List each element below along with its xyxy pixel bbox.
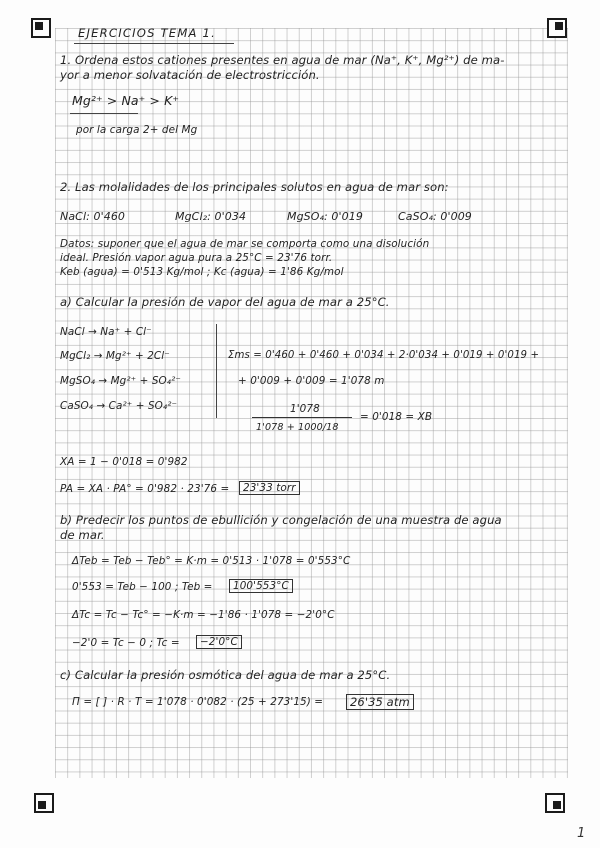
bottom-margin <box>0 778 600 848</box>
corner-mark-top-right <box>547 18 567 38</box>
tc-result-box: −2'0°C <box>196 635 242 649</box>
qc-label: c) Calcular la presión osmótica del agua de mar a 25°C. <box>60 668 391 682</box>
qa-label: a) Calcular la presión de vapor del agua de mar a 25°C. <box>60 295 390 309</box>
q2-data-line-1: Datos: suponer que el agua de mar se comporta como una disolución <box>60 238 430 250</box>
dissociation-caso4: CaSO₄ → Ca²⁺ + SO₄²⁻ <box>60 400 178 412</box>
left-margin <box>0 0 55 848</box>
q2-data-line-3: Keb (agua) = 0'513 Kg/mol ; Kc (agua) = 1'86 Kg/mol <box>60 266 344 278</box>
title-underline <box>74 43 234 44</box>
tc-line: ΔTc = Tc − Tc° = −K·m = −1'86 · 1'078 = −2'0°C <box>72 609 335 621</box>
qb-label-line-2: de mar. <box>60 528 105 542</box>
teb-line: ΔTeb = Teb − Teb° = K·m = 0'513 · 1'078 = 0'553°C <box>72 555 351 567</box>
q1-answer-underline <box>70 113 138 114</box>
page-number: 1 <box>577 826 586 841</box>
molality-sum-line-2: + 0'009 + 0'009 = 1'078 m <box>238 375 385 387</box>
q2-data-line-2: ideal. Presión vapor agua pura a 25°C = 23'76 torr. <box>60 252 333 264</box>
q1-answer: Mg²⁺ > Na⁺ > K⁺ <box>72 93 180 108</box>
corner-mark-bottom-right <box>545 793 565 813</box>
corner-mark-bottom-left <box>34 793 54 813</box>
tc-solve-line: −2'0 = Tc − 0 ; Tc = <box>72 637 180 649</box>
q2-line-1: 2. Las molalidades de los principales solutos en agua de mar son: <box>60 180 449 194</box>
teb-result-box: 100'553°C <box>229 579 293 593</box>
q1-note: por la carga 2+ del Mg <box>76 124 198 136</box>
top-margin <box>0 0 600 28</box>
q1-line-1: 1. Ordena estos cationes presentes en agua de mar (Na⁺, K⁺, Mg²⁺) de ma- <box>60 53 505 67</box>
corner-mark-top-left <box>31 18 51 38</box>
osmotic-result-box: 26'35 atm <box>346 694 414 710</box>
right-margin <box>568 0 600 848</box>
q1-line-2: yor a menor solvatación de electrostricción. <box>60 68 320 82</box>
solute-mgcl2: MgCl₂: 0'034 <box>175 210 247 223</box>
xb-denominator: 1'078 + 1000/18 <box>256 422 339 433</box>
solute-caso4: CaSO₄: 0'009 <box>398 210 472 223</box>
teb-solve-line: 0'553 = Teb − 100 ; Teb = <box>72 581 213 593</box>
xb-numerator: 1'078 <box>290 403 320 415</box>
page-title: EJERCICIOS TEMA 1. <box>78 26 217 40</box>
xb-result: = 0'018 = XB <box>360 411 433 423</box>
qb-label-line-1: b) Predecir los puntos de ebullición y congelación de una muestra de agua <box>60 513 502 527</box>
solute-nacl: NaCl: 0'460 <box>60 210 126 223</box>
osmotic-line: Π = [ ] · R · T = 1'078 · 0'082 · (25 + 273'15) = <box>72 696 324 708</box>
xa-line: XA = 1 − 0'018 = 0'982 <box>60 456 188 468</box>
solute-mgso4: MgSO₄: 0'019 <box>287 210 363 223</box>
dissociation-nacl: NaCl → Na⁺ + Cl⁻ <box>60 326 152 338</box>
dissociation-mgso4: MgSO₄ → Mg²⁺ + SO₄²⁻ <box>60 375 181 387</box>
molality-sum-line-1: Σms = 0'460 + 0'460 + 0'034 + 2·0'034 + 0'019 + 0'019 + <box>228 350 540 361</box>
xb-fraction-bar <box>252 417 352 418</box>
dissociation-brace <box>216 324 217 418</box>
pa-result-box: 23'33 torr <box>239 481 300 495</box>
pa-line: PA = XA · PA° = 0'982 · 23'76 = <box>60 483 230 495</box>
dissociation-mgcl2: MgCl₂ → Mg²⁺ + 2Cl⁻ <box>60 350 170 362</box>
